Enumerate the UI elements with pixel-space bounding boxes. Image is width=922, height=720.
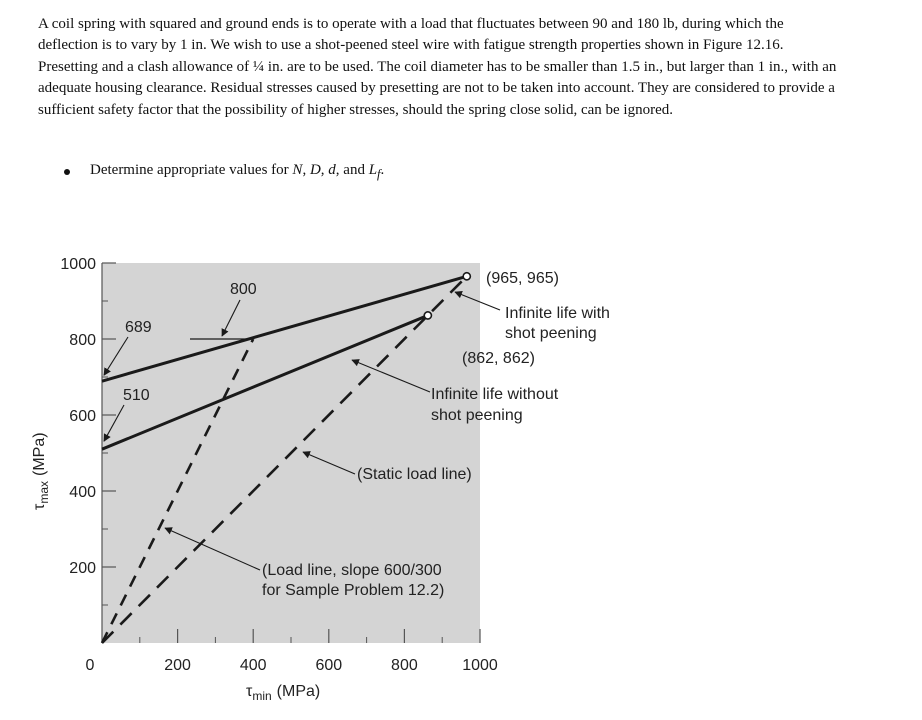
data-point [424,312,431,319]
label-load-line2: for Sample Problem 12.2) [262,582,445,599]
y-axis-label-main: τ [31,503,48,510]
y-axis-label-sub: max [37,481,51,504]
x-axis-label-main: τ [246,683,253,700]
label-static: (Static load line) [357,466,472,483]
task-text: Determine appropriate values for N, D, d, and $L_f$. [90,162,385,181]
x-tick-label: 0 [85,657,95,674]
problem-text: A coil spring with squared and ground ends is to operate with a load that fluctuates between 90 and 180 lb, during which the deflection is to vary by 1 in. We wish to use a shot-peened steel wire with fatigue strength properties shown in Figure 12.16. Presetting and a clash allowance of ¼ in. are to be used. The coil diameter has to be smaller than 1.5 in., but larger than 1 in., with an adequate housing clearance. Residual stresses caused by presetting are not to be taken into account. They are considered to provide a sufficient safety factor that the possibility of higher stresses, should the spring close solid, can be ignored. [38,16,837,118]
y-tick-label: 1000 [60,256,96,273]
x-tick-label: 800 [391,657,418,674]
annotation-689: 689 [125,319,152,336]
x-axis-label [246,683,320,703]
y-axis-label [31,432,51,510]
label-noshot-line2: shot peening [431,407,523,424]
annotation-800: 800 [230,281,257,298]
task-prefix: Determine appropriate values for [90,162,293,178]
x-axis-label-unit: (MPa) [276,683,321,700]
annotation-510: 510 [123,387,150,404]
var-n: N [292,162,303,178]
label-load-line1: (Load line, slope 600/300 [262,562,442,579]
task-end: . [380,162,385,178]
x-tick-label: 600 [315,657,343,674]
point-label-965: (965, 965) [486,270,559,287]
x-axis-label-sub: min [252,689,272,703]
label-noshot-line1: Infinite life without [431,386,559,403]
x-tick-label: 200 [164,657,191,674]
y-tick-label: 200 [69,560,96,577]
y-tick-label: 800 [69,332,96,349]
label-shot-line1: Infinite life with [505,305,610,322]
y-tick-label: 600 [69,408,96,425]
y-tick-label: 400 [69,484,96,501]
label-shot-line2: shot peening [505,325,597,342]
x-tick-label: 1000 [462,657,498,674]
point-label-862: (862, 862) [462,350,535,367]
var-lf-sub: f [377,167,381,181]
x-tick-label: 400 [239,657,267,674]
y-axis-label-unit: (MPa) [31,432,48,476]
var-d-cap: D [309,162,321,178]
var-lf: L [368,162,378,178]
data-point [463,273,470,280]
var-d: d [328,162,336,178]
task-and: and [343,162,365,178]
